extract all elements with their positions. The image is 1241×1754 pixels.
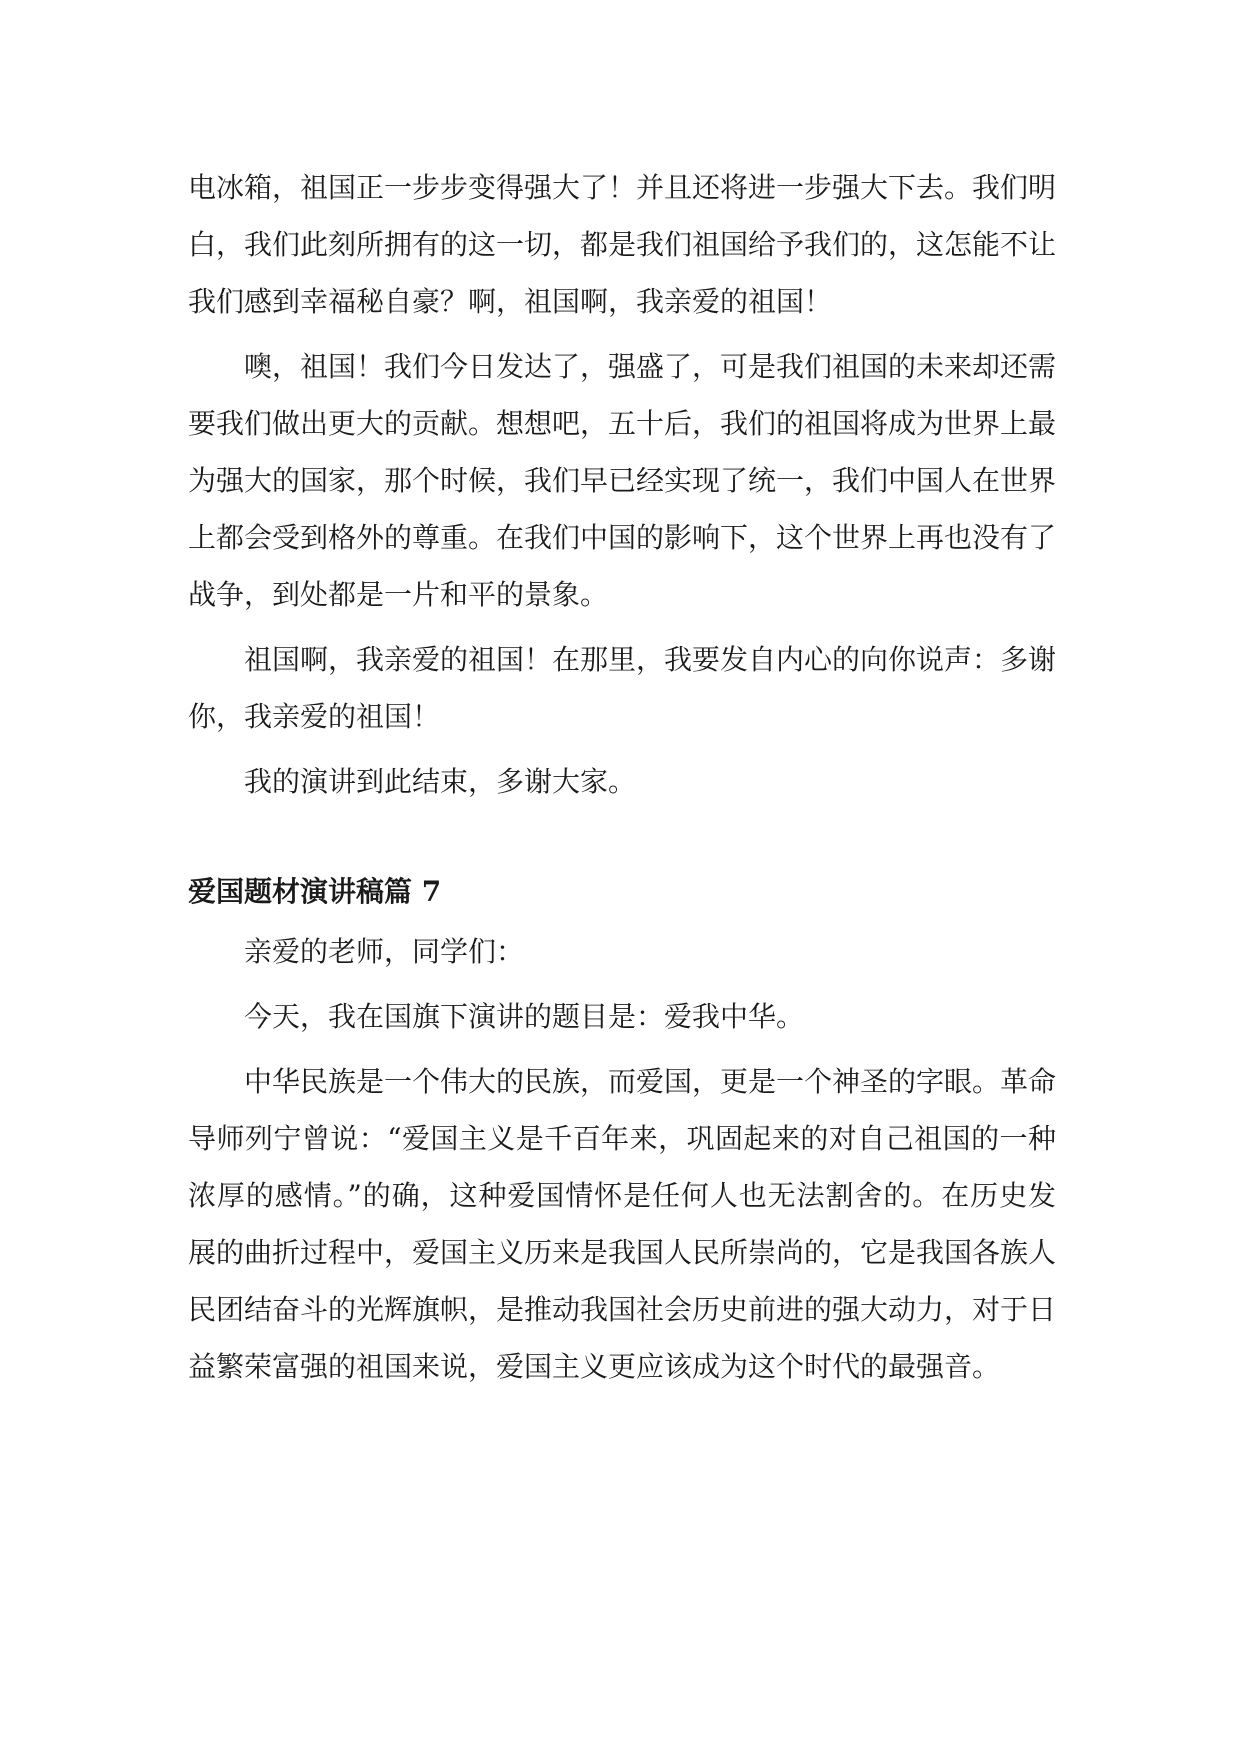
section-title: 爱国题材演讲稿篇 7 [188, 875, 442, 908]
text-column [188, 159, 1056, 1403]
paragraph-continuation-2: 噢，祖国！我们今日发达了，强盛了，可是我们祖国的未来却还需要我们做出更大的贡献。想想吧，五十后，我们的祖国将成为世界上最为强大的国家，那个时候，我们早已经实现了统一，我们中国人在世界上都会受到格外的尊重。在我们中国的影响下，这个世界上再也没有了战争，到处都是一片和平的景象。 [188, 350, 1057, 611]
paragraph-salutation: 亲爱的老师，同学们： [244, 935, 525, 968]
paragraph-topic: 今天，我在国旗下演讲的题目是：爱我中华。 [244, 1000, 805, 1033]
paragraph-continuation-4: 我的演讲到此结束，多谢大家。 [244, 765, 637, 798]
paragraph-continuation-3: 祖国啊，我亲爱的祖国！在那里，我要发自内心的向你说声：多谢你，我亲爱的祖国！ [188, 643, 1057, 733]
paragraph-body: 中华民族是一个伟大的民族，而爱国，更是一个神圣的字眼。革命导师列宁曾说：“爱国主义是千百年来，巩固起来的对自己祖国的一种浓厚的感情。”的确，这种爱国情怀是任何人也无法割舍的。在历史发展的曲折过程中，爱国主义历来是我国人民所崇尚的，它是我国各族人民团结奋斗的光辉旗帜，是推动我国社会历史前进的强大动力，对于日益繁荣富强的祖国来说，爱国主义更应该成为这个时代的最强音。 [188, 1065, 1057, 1383]
paragraph-continuation-1: 电冰箱，祖国正一步步变得强大了！并且还将进一步强大下去。我们明白，我们此刻所拥有的这一切，都是我们祖国给予我们的，这怎能不让我们感到幸福秘自豪？啊，祖国啊，我亲爱的祖国！ [188, 171, 1057, 318]
